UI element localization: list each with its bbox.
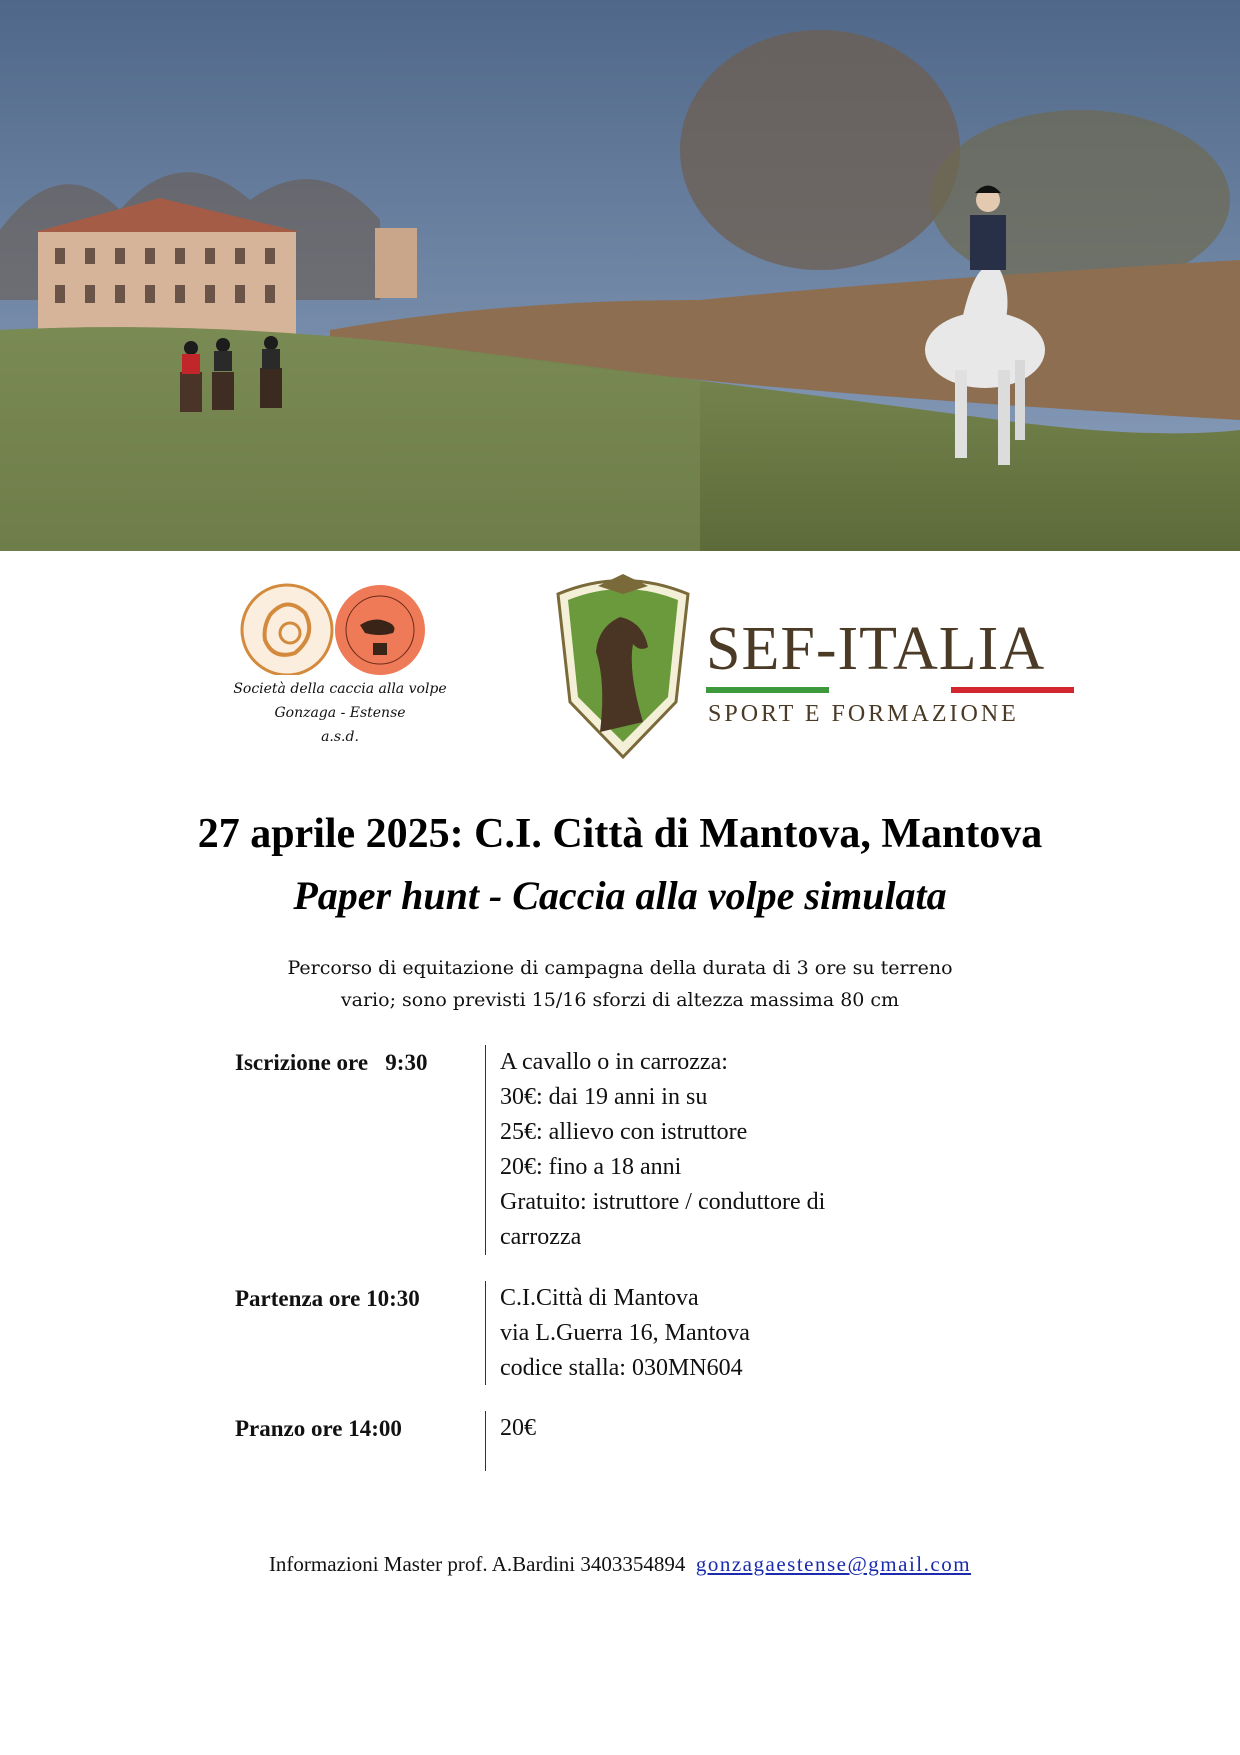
email-link[interactable]: gonzagaestense@gmail.com	[695, 1552, 972, 1576]
detail-line: 20€	[500, 1415, 536, 1441]
schedule-label: Iscrizione ore 9:30	[235, 1050, 428, 1075]
divider	[485, 1411, 486, 1471]
gonzaga-estense-logo	[225, 575, 455, 765]
event-intro	[240, 952, 1000, 1016]
event-title: 27 aprile 2025: C.I. Città di Mantova, Mantova	[197, 811, 1043, 857]
brand-tagline: SPORT E FORMAZIONE	[708, 701, 1019, 727]
detail-line: Gratuito: istruttore / conduttore di	[500, 1189, 826, 1215]
detail-line: carrozza	[500, 1224, 582, 1250]
club-type: a.s.d.	[321, 729, 359, 745]
hero-photo	[0, 0, 1240, 551]
contact-info: Informazioni Master prof. A.Bardini 3403354894	[268, 1552, 686, 1576]
schedule-details	[500, 1281, 960, 1386]
schedule-details	[500, 1045, 960, 1255]
detail-line: C.I.Città di Mantova	[500, 1285, 699, 1311]
schedule-details	[500, 1411, 960, 1446]
club-location: Gonzaga - Estense	[274, 705, 406, 721]
sef-italia-logo	[548, 572, 1078, 762]
divider	[485, 1045, 486, 1255]
hunting-horn-and-fox-emblem	[225, 575, 455, 675]
detail-line: 20€: fino a 18 anni	[500, 1154, 682, 1180]
divider	[485, 1281, 486, 1385]
horse-shield-icon	[548, 572, 698, 762]
detail-line: codice stalla: 030MN604	[500, 1355, 743, 1381]
detail-line: 30€: dai 19 anni in su	[500, 1084, 708, 1110]
italian-flag-stripe	[706, 687, 1074, 693]
detail-line: via L.Guerra 16, Mantova	[500, 1320, 750, 1346]
detail-line: A cavallo o in carrozza:	[500, 1049, 728, 1075]
schedule-label: Pranzo ore 14:00	[235, 1416, 402, 1441]
club-name: Società della caccia alla volpe	[233, 681, 447, 697]
schedule-label: Partenza ore 10:30	[235, 1286, 420, 1311]
event-subtitle: Paper hunt - Caccia alla volpe simulata	[293, 873, 947, 918]
club-caption	[225, 677, 455, 749]
hunt-scene-illustration	[0, 0, 1240, 551]
brand-name: SEF-ITALIA	[706, 615, 1046, 683]
contact-footer	[0, 1552, 1240, 1577]
intro-line: Percorso di equitazione di campagna della durata di 3 ore su terreno	[287, 957, 953, 979]
detail-line: 25€: allievo con istruttore	[500, 1119, 748, 1145]
intro-line: vario; sono previsti 15/16 sforzi di altezza massima 80 cm	[340, 989, 900, 1011]
